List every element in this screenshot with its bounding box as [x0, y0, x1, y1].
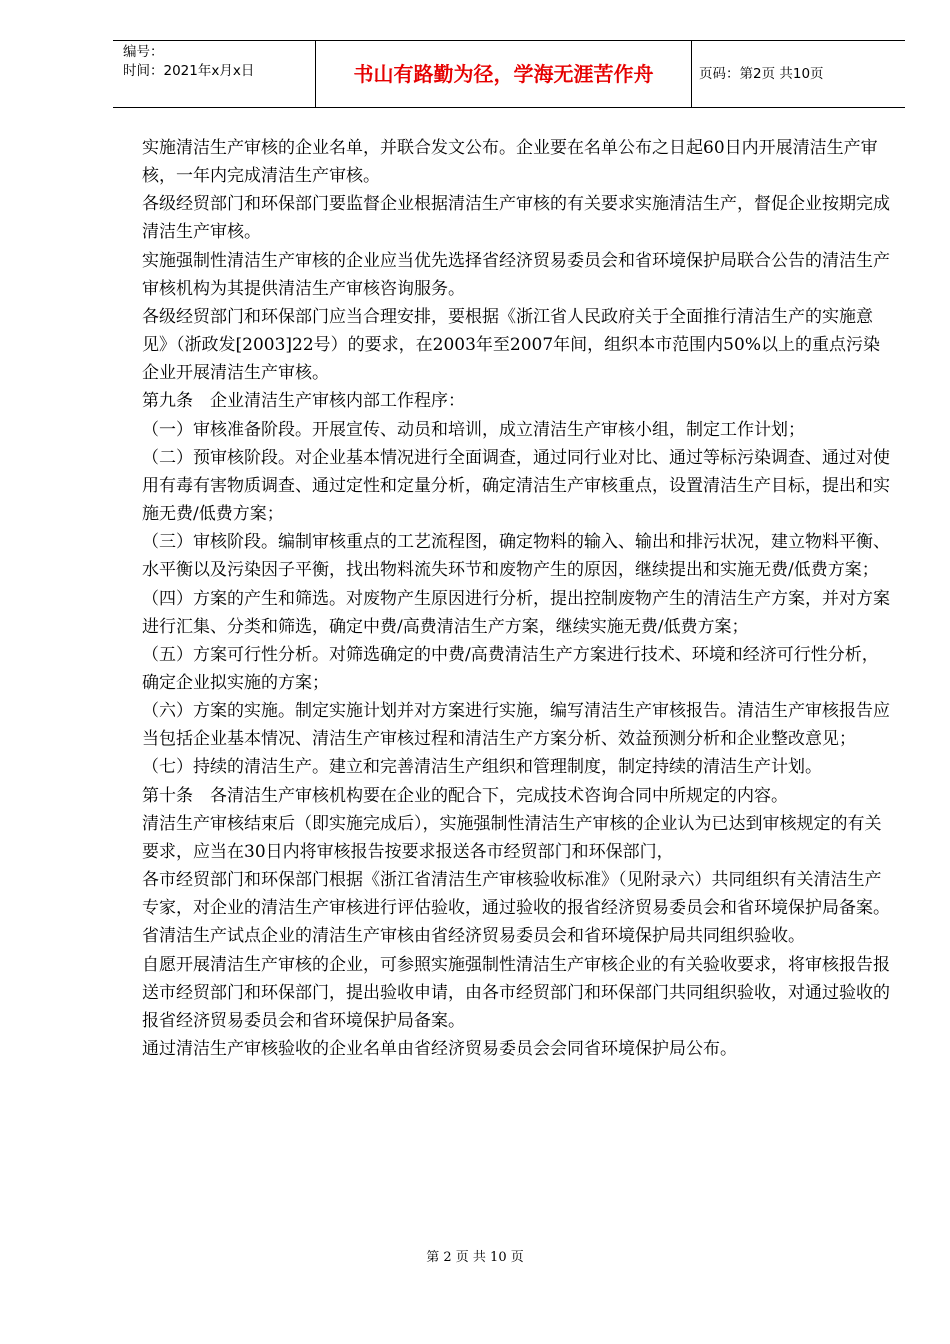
header-page-number: 页码：第2页 共10页 [699, 66, 824, 82]
paragraph: （七）持续的清洁生产。建立和完善清洁生产组织和管理制度，制定持续的清洁生产计划。 [142, 757, 822, 778]
paragraph: （六）方案的实施。制定实施计划并对方案进行实施，编写清洁生产审核报告。清洁生产审核报告应当包括企业基本情况、清洁生产审核过程和清洁生产方案分析、效益预测分析和企业整改意见； [142, 701, 890, 750]
article-heading: 第九条 企业清洁生产审核内部工作程序： [142, 391, 465, 412]
serial-label: 编号： [123, 44, 164, 60]
paragraph: （三）审核阶段。编制审核重点的工艺流程图，确定物料的输入、输出和排污状况，建立物料平衡、水平衡以及污染因子平衡，找出物料流失环节和废物产生的原因，继续提出和实施无费/低费方案； [142, 532, 890, 581]
header-divider [691, 41, 692, 107]
page-footer: 第 2 页 共 10 页 [426, 1250, 524, 1265]
paragraph: 各级经贸部门和环保部门要监督企业根据清洁生产审核的有关要求实施清洁生产，督促企业按期完成清洁生产审核。 [142, 194, 890, 243]
paragraph: （五）方案可行性分析。对筛选确定的中费/高费清洁生产方案进行技术、环境和经济可行性分析，确定企业拟实施的方案； [142, 644, 879, 693]
paragraph: 清洁生产审核结束后（即实施完成后），实施强制性清洁生产审核的企业认为已达到审核规定的有关要求，应当在30日内将审核报告按要求报送各市经贸部门和环保部门， [142, 813, 882, 862]
paragraph: （一）审核准备阶段。开展宣传、动员和培训，成立清洁生产审核小组，制定工作计划； [142, 419, 805, 440]
article-heading: 第十条 各清洁生产审核机构要在企业的配合下，完成技术咨询合同中所规定的内容。 [142, 785, 788, 806]
paragraph: 实施清洁生产审核的企业名单，并联合发文公布。企业要在名单公布之日起60日内开展清洁生产审核，一年内完成清洁生产审核。 [142, 138, 878, 187]
time-label: 时间：2021年x月x日 [123, 63, 255, 79]
paragraph: 通过清洁生产审核验收的企业名单由省经济贸易委员会会同省环境保护局公布。 [142, 1039, 737, 1059]
paragraph: 自愿开展清洁生产审核的企业，可参照实施强制性清洁生产审核企业的有关验收要求，将审核报告报送市经贸部门和环保部门，提出验收申请，由各市经贸部门和环保部门共同组织验收，对通过验收的报省经济贸易委员会和省环境保护局备案。 [142, 954, 890, 1031]
document-body [142, 134, 890, 1063]
paragraph: 省清洁生产试点企业的清洁生产审核由省经济贸易委员会和省环境保护局共同组织验收。 [142, 926, 805, 947]
header-motto: 书山有路勤为径，学海无涯苦作舟 [353, 62, 654, 86]
paragraph: 实施强制性清洁生产审核的企业应当优先选择省经济贸易委员会和省环境保护局联合公告的清洁生产审核机构为其提供清洁生产审核咨询服务。 [142, 250, 890, 299]
paragraph: 各级经贸部门和环保部门应当合理安排，要根据《浙江省人民政府关于全面推行清洁生产的实施意见》（浙政发[2003]22号）的要求，在2003年至2007年间，组织本市范围内50%以上的重点污染企业开展清洁生产审核。 [142, 306, 880, 384]
paragraph: （四）方案的产生和筛选。对废物产生原因进行分析，提出控制废物产生的清洁生产方案，并对方案进行汇集、分类和筛选，确定中费/高费清洁生产方案，继续实施无费/低费方案； [142, 588, 890, 637]
paragraph: （二）预审核阶段。对企业基本情况进行全面调查，通过同行业对比、通过等标污染调查、通过对使用有毒有害物质调查、通过定性和定量分析，确定清洁生产审核重点，设置清洁生产目标，提出和实施无费/低费方案； [142, 447, 890, 525]
header-meta [123, 43, 323, 81]
paragraph: 各市经贸部门和环保部门根据《浙江省清洁生产审核验收标准》（见附录六）共同组织有关清洁生产专家，对企业的清洁生产审核进行评估验收，通过验收的报省经济贸易委员会和省环境保护局备案。 [142, 870, 890, 919]
page-header [113, 40, 905, 108]
